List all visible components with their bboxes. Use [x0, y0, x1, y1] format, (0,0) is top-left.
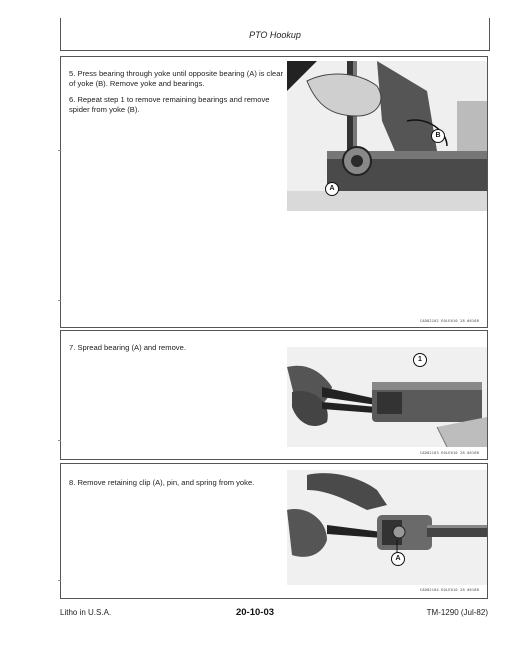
- figure-id: CAD82103 E0LE010 28 0616B: [419, 451, 479, 455]
- callout-b: B: [431, 129, 445, 143]
- callout-a: A: [391, 552, 405, 566]
- step-5-text: 5. Press bearing through yoke until opposite bearing (A) is clear of yoke (B). Remove yoke and bearings.: [69, 69, 284, 88]
- step-section-2: [60, 330, 488, 460]
- step-section-3: [60, 463, 488, 599]
- margin-tick: [58, 440, 61, 441]
- callout-a: A: [325, 182, 339, 196]
- retaining-clip-photo: [287, 470, 487, 585]
- margin-tick: [58, 150, 61, 151]
- spread-bearing-illustration: [287, 347, 487, 447]
- page-title: PTO Hookup: [249, 30, 301, 40]
- step-8-text: 8. Remove retaining clip (A), pin, and spring from yoke.: [69, 478, 255, 487]
- page-number: 20-10-03: [235, 607, 275, 618]
- figure-id: CAD82102 E0LE010 28 0616B: [419, 319, 479, 323]
- retaining-clip-illustration: [287, 470, 487, 585]
- yoke-bearing-photo: [287, 61, 487, 211]
- spread-bearing-photo: [287, 347, 487, 447]
- step-6-text: 6. Repeat step 1 to remove remaining bearings and remove spider from yoke (B).: [69, 95, 270, 114]
- page-header: [60, 18, 490, 51]
- step-7-text: 7. Spread bearing (A) and remove.: [69, 343, 186, 352]
- step-section-1: [60, 56, 488, 328]
- footer-litho: Litho in U.S.A.: [60, 608, 112, 617]
- margin-tick: [58, 300, 61, 301]
- yoke-bearing-illustration: [287, 61, 487, 211]
- margin-tick: [58, 580, 61, 581]
- manual-id: TM-1290 (Jul-82): [426, 608, 488, 617]
- figure-id: CAD82104 E0LE010 28 0616B: [419, 588, 479, 592]
- callout-1: 1: [413, 353, 427, 367]
